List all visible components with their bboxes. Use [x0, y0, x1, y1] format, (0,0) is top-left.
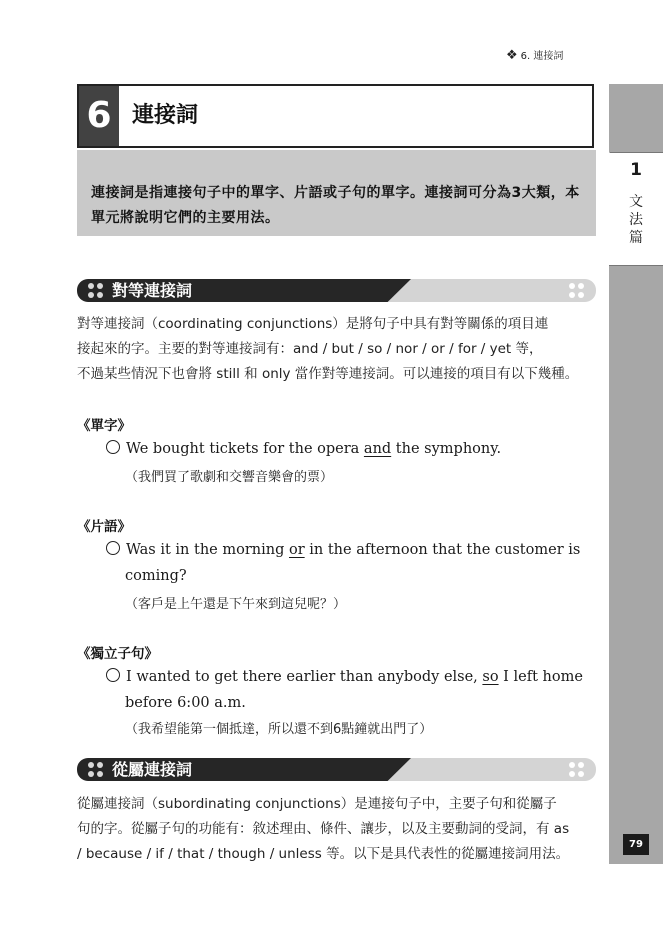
paragraph-line: 對等連接詞（coordinating conjunctions）是將句子中具有對等關係的項目連: [77, 316, 549, 332]
side-tab-char: 篇: [629, 230, 643, 246]
example-heading-phrase: 《片語》: [77, 519, 131, 535]
section-title: 對等連接詞: [112, 281, 193, 300]
keyword: or: [288, 542, 305, 558]
example-sentence: We bought tickets for the opera and the symphony.: [106, 436, 598, 462]
side-tab-label: [609, 193, 663, 247]
section-header-subordinating: [77, 758, 596, 781]
section-header-coordinating: [77, 279, 596, 302]
circle-bullet-icon: [106, 440, 120, 454]
running-header: [506, 47, 563, 63]
dots-icon: [88, 762, 103, 777]
intro-text: 連接詞是指連接句子中的單字、片語或子句的單字。連接詞可分為3大類，本單元將說明它們的主要用法。: [91, 185, 580, 226]
intro-box: [77, 150, 596, 236]
side-tab-char: 文: [629, 194, 643, 210]
running-header-text: 6. 連接詞: [520, 51, 564, 62]
paragraph-line: 接起來的字。主要的對等連接詞有：and / but / so / nor / or / for / yet 等，: [77, 341, 543, 357]
example-sentence: I wanted to get there earlier than anybody else, so I left home before 6:00 a.m.: [106, 664, 598, 716]
example-translation: （客戶是上午還是下午來到這兒呢？）: [125, 597, 347, 612]
example-heading-word: 《單字》: [77, 418, 131, 434]
circle-bullet-icon: [106, 541, 120, 555]
paragraph-line: 句的字。從屬子句的功能有：敘述理由、條件、讓步，以及主要動詞的受詞，有 as: [77, 821, 570, 837]
section2-paragraph: [77, 792, 597, 867]
example-heading-clause: 《獨立子句》: [77, 646, 158, 662]
diamond-icon: ❖: [506, 48, 518, 63]
side-tab-number: 1: [630, 160, 642, 180]
dots-icon: [569, 762, 584, 777]
chapter-title: 連接詞: [132, 103, 199, 128]
circle-bullet-icon: [106, 668, 120, 682]
example-translation: （我們買了歌劇和交響音樂會的票）: [125, 470, 334, 485]
dots-icon: [569, 283, 584, 298]
page-number: 79: [623, 834, 649, 855]
section1-paragraph: [77, 312, 597, 387]
section-bar-light: [377, 279, 596, 302]
dots-icon: [88, 283, 103, 298]
section-title: 從屬連接詞: [112, 760, 193, 779]
keyword: so: [482, 669, 499, 685]
paragraph-line: 從屬連接詞（subordinating conjunctions）是連接句子中，主要子句和從屬子: [77, 796, 557, 812]
example-continuation: coming?: [125, 568, 187, 584]
section-bar-light: [377, 758, 596, 781]
side-tab-char: 法: [629, 212, 643, 228]
chapter-number: 6: [79, 86, 119, 146]
paragraph-line: 不過某些情況下也會將 still 和 only 當作對等連接詞。可以連接的項目有以下幾種。: [77, 366, 579, 382]
paragraph-line: / because / if / that / though / unless 等。以下是具代表性的從屬連接詞用法。: [77, 846, 570, 862]
example-sentence: Was it in the morning or in the afternoon that the customer is coming?: [106, 537, 598, 589]
example-continuation: before 6:00 a.m.: [125, 695, 246, 711]
keyword: and: [363, 441, 392, 457]
example-translation: （我希望能第一個抵達，所以還不到6點鐘就出門了）: [125, 722, 433, 737]
chapter-header: [77, 84, 594, 148]
